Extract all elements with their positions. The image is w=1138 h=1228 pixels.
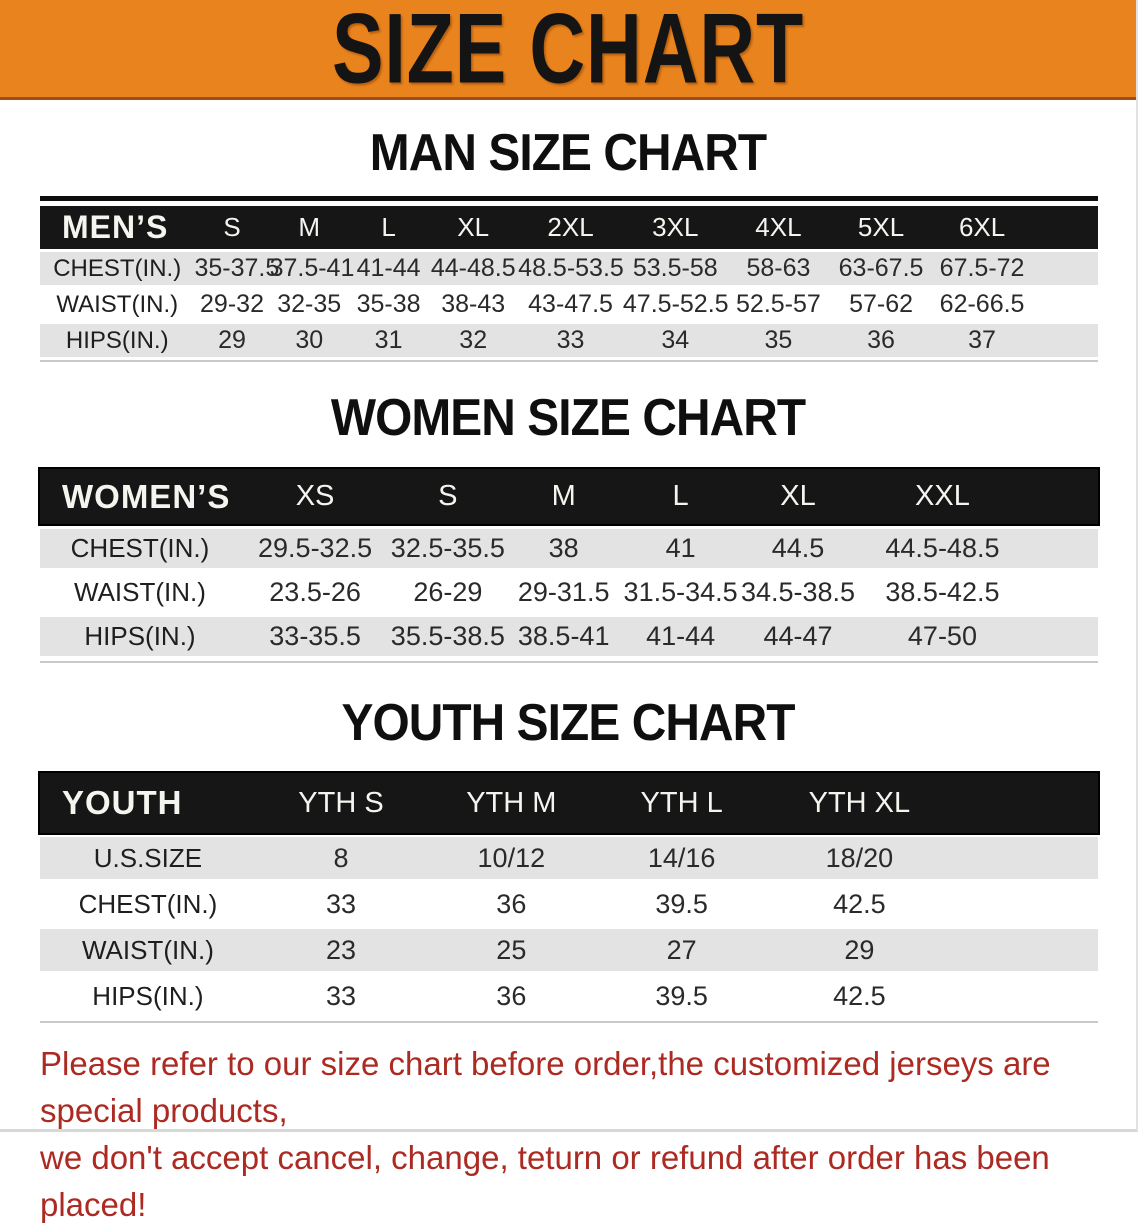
cell: 8 bbox=[333, 842, 349, 873]
row-label: HIPS(IN.) bbox=[65, 326, 169, 354]
cell: 38-43 bbox=[441, 290, 506, 318]
row-label: WAIST(IN.) bbox=[56, 290, 179, 318]
cell: 27 bbox=[666, 934, 697, 965]
youth-ussize-row bbox=[40, 837, 1098, 879]
cell: 39.5 bbox=[655, 888, 708, 919]
men-size-col: S bbox=[223, 212, 241, 242]
cell: 29-32 bbox=[200, 290, 264, 318]
cell: 38.5-41 bbox=[517, 621, 610, 651]
cell: 33 bbox=[325, 980, 357, 1011]
cell: 35 bbox=[764, 326, 793, 354]
youth-waist-row bbox=[40, 929, 1098, 971]
cell: 14/16 bbox=[647, 842, 716, 873]
cell: 23 bbox=[325, 934, 357, 965]
cell: 26-29 bbox=[413, 577, 483, 607]
cell: 58-63 bbox=[746, 254, 811, 282]
women-section-heading: WOMEN SIZE CHART bbox=[330, 389, 806, 447]
cell: 31 bbox=[374, 326, 403, 354]
men-hips-row bbox=[40, 324, 1098, 357]
men-chest-row bbox=[40, 252, 1098, 285]
cell: 39.5 bbox=[655, 980, 708, 1011]
cell: 34 bbox=[661, 326, 690, 354]
spacer-cell bbox=[1028, 469, 1098, 524]
cell: 41-44 bbox=[356, 254, 421, 282]
cell: 41 bbox=[665, 533, 696, 563]
youth-size-table bbox=[40, 769, 1098, 1023]
cell: 44-48.5 bbox=[430, 254, 516, 282]
cell: 33-35.5 bbox=[269, 621, 361, 651]
row-label: HIPS(IN.) bbox=[92, 980, 204, 1011]
cell: 37.5-41 bbox=[269, 254, 355, 282]
cell: 10/12 bbox=[477, 842, 546, 873]
cell: 47-50 bbox=[907, 621, 977, 651]
spacer-cell bbox=[1031, 288, 1098, 321]
youth-chest-row bbox=[40, 883, 1098, 925]
cell: 29 bbox=[218, 326, 246, 354]
men-size-col: XL bbox=[457, 212, 490, 242]
youth-size-col: YTH XL bbox=[808, 786, 911, 819]
row-label: CHEST(IN.) bbox=[78, 888, 218, 919]
spacer-cell bbox=[1028, 529, 1098, 568]
row-label: WAIST(IN.) bbox=[81, 934, 214, 965]
spacer-cell bbox=[952, 883, 1098, 925]
spacer-cell bbox=[1028, 573, 1098, 612]
row-label: HIPS(IN.) bbox=[84, 621, 196, 651]
women-size-col: M bbox=[551, 480, 576, 512]
cell: 57-62 bbox=[849, 290, 914, 318]
cell: 29-31.5 bbox=[517, 577, 610, 607]
women-chest-row bbox=[40, 529, 1098, 568]
cell: 38.5-42.5 bbox=[885, 577, 1000, 607]
spacer-cell bbox=[1031, 252, 1098, 285]
cell: 52.5-57 bbox=[736, 290, 821, 318]
women-size-table bbox=[40, 464, 1098, 663]
men-size-table bbox=[40, 196, 1098, 362]
cell: 32 bbox=[459, 326, 488, 354]
cell: 42.5 bbox=[833, 980, 886, 1011]
women-size-col: XXL bbox=[915, 480, 970, 512]
cell: 53.5-58 bbox=[632, 254, 718, 282]
cell: 42.5 bbox=[833, 888, 886, 919]
banner-title: SIZE CHART bbox=[331, 0, 805, 100]
cell: 25 bbox=[496, 934, 527, 965]
cell: 36 bbox=[496, 980, 527, 1011]
cell: 44.5-48.5 bbox=[885, 533, 1000, 563]
youth-header-row bbox=[40, 773, 1098, 833]
cell: 41-44 bbox=[646, 621, 716, 651]
spacer-cell bbox=[952, 837, 1098, 879]
women-size-col: XL bbox=[780, 480, 816, 512]
cell: 63-67.5 bbox=[838, 254, 924, 282]
women-size-col: S bbox=[438, 480, 458, 512]
men-size-col: M bbox=[298, 212, 321, 242]
men-size-col: 6XL bbox=[958, 212, 1006, 242]
cell: 36 bbox=[496, 888, 527, 919]
women-size-col: L bbox=[672, 480, 689, 512]
cell: 43-47.5 bbox=[528, 290, 613, 318]
men-size-col: L bbox=[381, 212, 396, 242]
cell: 37 bbox=[968, 326, 996, 354]
size-chart-banner bbox=[0, 0, 1136, 100]
spacer-cell bbox=[952, 929, 1098, 971]
disclaimer-text bbox=[40, 1041, 1106, 1228]
cell: 36 bbox=[867, 326, 895, 354]
spacer-cell bbox=[1028, 617, 1098, 656]
cell: 32-35 bbox=[277, 290, 342, 318]
youth-size-col: YTH L bbox=[640, 786, 723, 819]
women-header-row bbox=[40, 469, 1098, 524]
spacer-cell bbox=[1031, 324, 1098, 357]
spacer-cell bbox=[952, 773, 1098, 833]
cell: 44.5 bbox=[771, 533, 825, 563]
row-label: CHEST(IN.) bbox=[70, 533, 210, 563]
cell: 23.5-26 bbox=[269, 577, 361, 607]
men-waist-row bbox=[40, 288, 1098, 321]
cell: 33 bbox=[325, 888, 357, 919]
men-size-col: 3XL bbox=[652, 212, 699, 242]
men-table-label: MEN’S bbox=[62, 209, 169, 245]
youth-section-heading: YOUTH SIZE CHART bbox=[341, 694, 795, 752]
cell: 29 bbox=[844, 934, 875, 965]
cell: 47.5-52.5 bbox=[622, 290, 729, 318]
spacer-cell bbox=[1031, 206, 1098, 249]
men-size-col: 4XL bbox=[755, 212, 802, 242]
disclaimer-line-2: we don't accept cancel, change, teturn or refund after order has been placed! bbox=[40, 1138, 1050, 1223]
cell: 33 bbox=[556, 326, 585, 354]
cell: 29.5-32.5 bbox=[258, 533, 373, 563]
youth-hips-row bbox=[40, 975, 1098, 1017]
cell: 67.5-72 bbox=[939, 254, 1025, 282]
cell: 35.5-38.5 bbox=[390, 621, 505, 651]
men-header-row bbox=[40, 206, 1098, 249]
cell: 35-37.5 bbox=[194, 254, 280, 282]
cell: 48.5-53.5 bbox=[518, 254, 624, 282]
cell: 30 bbox=[295, 326, 324, 354]
cell: 35-38 bbox=[356, 290, 421, 318]
cell: 62-66.5 bbox=[939, 290, 1025, 318]
disclaimer-line-1: Please refer to our size chart before order,the customized jerseys are special products, bbox=[40, 1045, 1051, 1129]
row-label: CHEST(IN.) bbox=[53, 254, 182, 282]
row-label: U.S.SIZE bbox=[93, 842, 203, 873]
women-hips-row bbox=[40, 617, 1098, 656]
youth-size-col: YTH M bbox=[466, 786, 557, 819]
cell: 32.5-35.5 bbox=[390, 533, 505, 563]
men-size-col: 5XL bbox=[857, 212, 905, 242]
women-size-col: XS bbox=[295, 480, 335, 512]
cell: 34.5-38.5 bbox=[740, 577, 856, 607]
spacer-cell bbox=[952, 975, 1098, 1017]
row-label: WAIST(IN.) bbox=[74, 577, 206, 607]
men-size-col: 2XL bbox=[547, 212, 594, 242]
women-table-label: WOMEN’S bbox=[62, 477, 231, 515]
youth-size-col: YTH S bbox=[298, 786, 384, 819]
men-section-heading: MAN SIZE CHART bbox=[369, 124, 767, 182]
cell: 44-47 bbox=[763, 621, 833, 651]
cell: 38 bbox=[548, 533, 579, 563]
youth-table-label: YOUTH bbox=[62, 784, 183, 821]
cell: 31.5-34.5 bbox=[623, 577, 738, 607]
women-waist-row bbox=[40, 573, 1098, 612]
cell: 18/20 bbox=[825, 842, 894, 873]
